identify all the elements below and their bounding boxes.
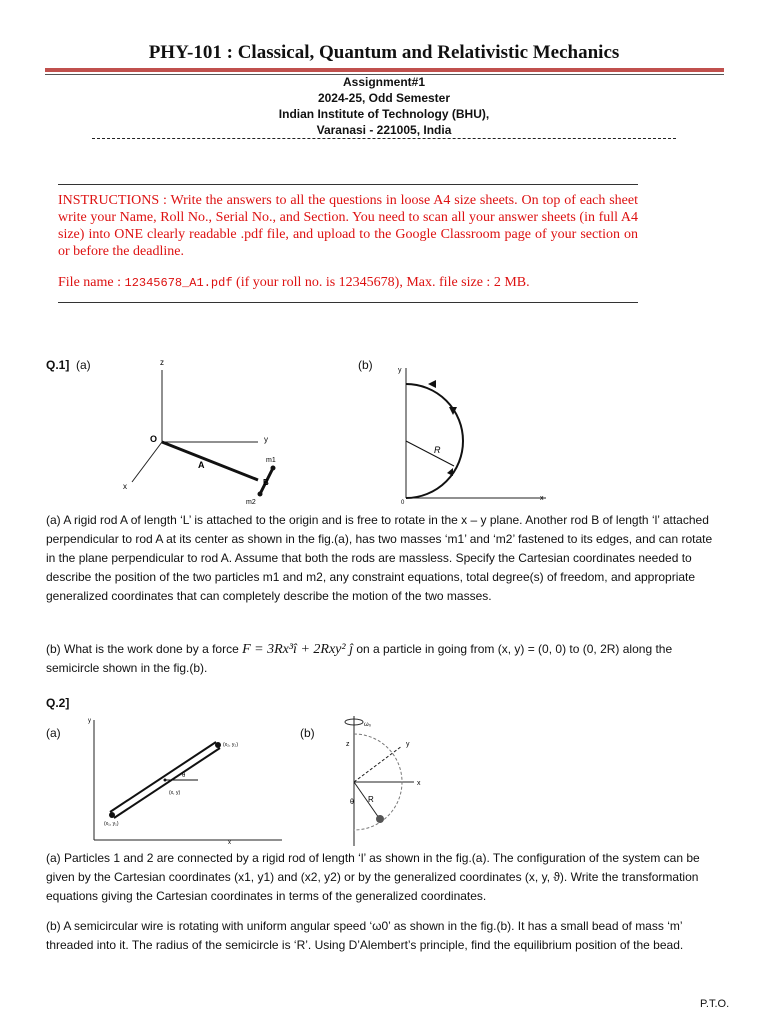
q1-part-b-post: on a particle in going from (x, y) = (0, 0) to (0, 2R) along the semicircle shown in the fig.(b). [46,642,673,675]
instructions-text: INSTRUCTIONS : Write the answers to all the questions in loose A4 size sheets. On top of each sheet write your Name, Roll No., Serial No., and Section. You need to scan all your answer sheets (in full A4 size) into ONE clearly readable .pdf file, and upload to the Google Classroom page of your section on or before the deadline. [58,193,638,259]
q1-part-a-text: (a) A rigid rod A of length ‘L’ is attached to the origin and is free to rotate in the x – y plane. Another rod B of length ‘l’ attached perpendicular to rod A at its center as shown in the fig.(a), has two masses ‘m1’ and ‘m2’ fastened to its edges, and can rotate in the plane perpendicular to rod A. Assume that both the rods are massless. Specify the Cartesian coordinates needed to describe the position of the two particles m1 and m2, any constraint equations, total degree(s) of freedom, and appropriate generalized coordinates that can completely describe the motion of the two masses. [46,513,713,603]
fig-b2-r: R [368,795,374,804]
fig-a-a: A [198,460,205,470]
fig-a2-center: (x, y) [169,790,181,796]
q2-part-a-text: (a) Particles 1 and 2 are connected by a rigid rod of length ‘l’ as shown in the fig.(a). The configuration of the system can be given by the Cartesian coordinates (x1, y1) and (x2, y2) or by the generalized coordinates (x, y, ϑ). Write the transformation equations giving the Cartesian coordinates in terms of the generalized coordinates. [46,851,700,903]
q2-figure-a [86,716,286,846]
q1-label: Q.1] [46,358,70,372]
q2-figure-b [330,712,440,852]
q2-part-b-text: (b) A semicircular wire is rotating with uniform angular speed ‘ω0’ as shown in the fig.(b). It has a small bead of mass ‘m’ threaded into it. The radius of the semicircle is ‘R’. Using D’Alembert’s principle, find the equilibrium position of the bead. [46,919,684,952]
semester: 2024-25, Odd Semester [317,91,451,105]
fig-a-y: y [264,435,268,444]
instructions-top-rule [58,184,638,185]
fig-a-b: B [263,478,269,487]
fig-b-r: R [434,445,441,455]
fig-a2-p1: (x₁, y₁) [104,821,119,827]
fig-a-z: z [160,358,164,367]
address: Varanasi - 221005, India [316,123,452,137]
q1-fig-a-label: (a) [76,358,91,372]
q1-part-b-pre: (b) What is the work done by a force [46,642,239,656]
instructions-bottom-rule [58,302,638,303]
fig-a2-y: y [88,718,91,724]
fig-b2-y: y [406,741,410,748]
q1-fig-b-label: (b) [358,358,373,372]
pto-footer: P.T.O. [700,998,730,1010]
fig-a2-p2: (x₂, y₂) [223,742,238,748]
q2-fig-a-label: (a) [46,726,61,740]
page-title: PHY-101 : Classical, Quantum and Relativistic Mechanics [148,42,620,63]
instructions-file-line [58,275,638,291]
file-suffix: (if your roll no. is 12345678), Max. file size : 2 MB. [232,275,530,290]
fig-b2-omega: ω₀ [364,722,372,728]
q1-label-row [46,358,91,372]
q1-part-b [46,640,722,678]
fig-a-m2: m2 [246,499,256,506]
fig-b2-x: x [417,780,421,787]
q2-fig-b-label: (b) [300,726,315,740]
force-expression: F = 3Rx³î + 2Rxy² ĵ [242,642,353,657]
institute: Indian Institute of Technology (BHU), [278,107,490,121]
fig-b2-z: z [346,741,350,748]
fig-b2-theta: θ [350,799,354,806]
q1-figure-b [392,362,552,504]
fig-a-o: O [150,434,158,444]
assignment-number: Assignment#1 [342,75,426,89]
fig-b-x: x [540,495,544,502]
fig-a2-x: x [228,840,231,846]
fig-b-origin: 0 [401,500,405,504]
fig-a-m1: m1 [266,457,276,464]
q2-label: Q.2] [46,696,70,710]
fig-a2-theta: θ [182,773,186,779]
divider-dashed [92,138,676,139]
q1-figure-a [110,352,300,512]
file-label: File name : [58,275,125,290]
fig-b-y: y [398,367,402,374]
title-underline [45,68,724,72]
file-name: 12345678_A1.pdf [124,276,233,290]
fig-a-x: x [123,482,127,491]
